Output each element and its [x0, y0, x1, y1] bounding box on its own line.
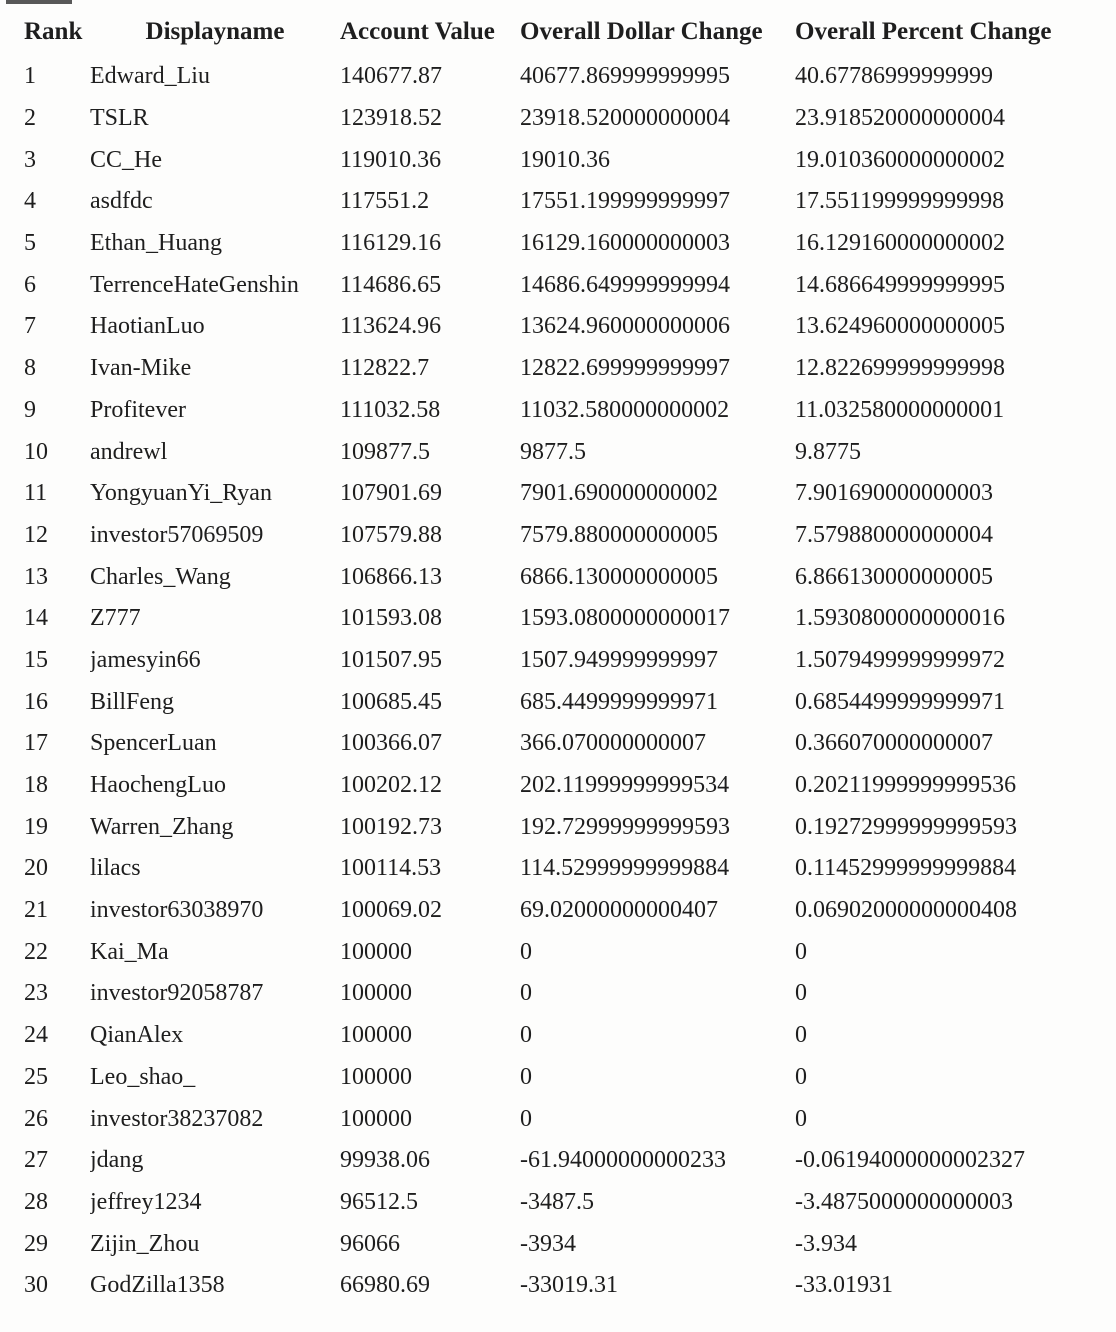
- rank-cell: 7: [24, 313, 36, 340]
- table-row: [24, 1265, 1104, 1307]
- percent-change-cell: 40.67786999999999: [795, 63, 993, 90]
- table-row: [24, 1015, 1104, 1057]
- rank-cell: 30: [24, 1272, 48, 1299]
- table-row: [24, 598, 1104, 640]
- rank-cell: 20: [24, 855, 48, 882]
- header-rank: Rank: [24, 18, 83, 45]
- percent-change-cell: 9.8775: [795, 438, 861, 465]
- dollar-change-cell: 0: [520, 980, 532, 1007]
- dollar-change-cell: 13624.960000000006: [520, 313, 730, 340]
- dollar-change-cell: 17551.199999999997: [520, 188, 730, 215]
- account-value-cell: 140677.87: [340, 63, 442, 90]
- scan-artifact: [6, 0, 72, 4]
- account-value-cell: 100000: [340, 1022, 412, 1049]
- account-value-cell: 101593.08: [340, 605, 442, 632]
- table-header: [24, 10, 1104, 56]
- account-value-cell: 117551.2: [340, 188, 430, 215]
- account-value-cell: 66980.69: [340, 1272, 430, 1299]
- dollar-change-cell: -61.94000000000233: [520, 1147, 726, 1174]
- displayname-cell: Kai_Ma: [90, 938, 169, 965]
- header-displayname: Displayname: [145, 18, 285, 45]
- rank-cell: 12: [24, 521, 48, 548]
- dollar-change-cell: -3487.5: [520, 1188, 594, 1215]
- account-value-cell: 100000: [340, 980, 412, 1007]
- rank-cell: 17: [24, 730, 48, 757]
- account-value-cell: 109877.5: [340, 438, 430, 465]
- displayname-cell: investor92058787: [90, 980, 264, 1007]
- displayname-cell: Profitever: [90, 396, 186, 423]
- percent-change-cell: 0.19272999999999593: [795, 813, 1017, 840]
- rank-cell: 26: [24, 1105, 48, 1132]
- rank-cell: 22: [24, 938, 48, 965]
- percent-change-cell: 11.032580000000001: [795, 396, 1005, 423]
- dollar-change-cell: 114.52999999999884: [520, 855, 730, 882]
- displayname-cell: CC_He: [90, 146, 162, 173]
- rank-cell: 19: [24, 813, 48, 840]
- dollar-change-cell: 19010.36: [520, 146, 610, 173]
- account-value-cell: 99938.06: [340, 1147, 430, 1174]
- rank-cell: 23: [24, 980, 48, 1007]
- displayname-cell: QianAlex: [90, 1022, 184, 1049]
- rank-cell: 4: [24, 188, 36, 215]
- rank-cell: 13: [24, 563, 48, 590]
- table-row: [24, 139, 1104, 181]
- account-value-cell: 116129.16: [340, 230, 442, 257]
- displayname-cell: andrewl: [90, 438, 168, 465]
- table-row: [24, 306, 1104, 348]
- dollar-change-cell: 685.4499999999971: [520, 688, 718, 715]
- percent-change-cell: 1.5930800000000016: [795, 605, 1005, 632]
- account-value-cell: 100192.73: [340, 813, 442, 840]
- percent-change-cell: 0.366070000000007: [795, 730, 993, 757]
- displayname-cell: HaochengLuo: [90, 772, 226, 799]
- displayname-cell: TSLR: [90, 105, 149, 132]
- dollar-change-cell: 40677.869999999995: [520, 63, 730, 90]
- displayname-cell: Zijin_Zhou: [90, 1230, 200, 1257]
- table-row: [24, 348, 1104, 390]
- percent-change-cell: -0.06194000000002327: [795, 1147, 1025, 1174]
- percent-change-cell: 6.866130000000005: [795, 563, 993, 590]
- table-row: [24, 181, 1104, 223]
- rank-cell: 25: [24, 1063, 48, 1090]
- table-row: [24, 1223, 1104, 1265]
- header-percent-change: Overall Percent Change: [795, 18, 1052, 45]
- table-row: [24, 723, 1104, 765]
- dollar-change-cell: 0: [520, 938, 532, 965]
- table-row: [24, 973, 1104, 1015]
- dollar-change-cell: 202.11999999999534: [520, 772, 730, 799]
- dollar-change-cell: 11032.580000000002: [520, 396, 730, 423]
- dollar-change-cell: 1507.949999999997: [520, 646, 718, 673]
- account-value-cell: 96066: [340, 1230, 400, 1257]
- rank-cell: 15: [24, 646, 48, 673]
- rank-cell: 5: [24, 230, 36, 257]
- percent-change-cell: 0: [795, 980, 807, 1007]
- displayname-cell: Edward_Liu: [90, 63, 210, 90]
- table-row: [24, 473, 1104, 515]
- dollar-change-cell: 9877.5: [520, 438, 586, 465]
- account-value-cell: 111032.58: [340, 396, 441, 423]
- rank-cell: 1: [24, 63, 36, 90]
- rank-cell: 2: [24, 105, 36, 132]
- rank-cell: 3: [24, 146, 36, 173]
- displayname-cell: investor57069509: [90, 521, 264, 548]
- displayname-cell: YongyuanYi_Ryan: [90, 480, 272, 507]
- header-row: [24, 10, 1104, 56]
- percent-change-cell: 0: [795, 1105, 807, 1132]
- percent-change-cell: 12.822699999999998: [795, 355, 1005, 382]
- percent-change-cell: 0: [795, 938, 807, 965]
- account-value-cell: 100685.45: [340, 688, 442, 715]
- table-row: [24, 890, 1104, 932]
- account-value-cell: 113624.96: [340, 313, 442, 340]
- percent-change-cell: 0.6854499999999971: [795, 688, 1005, 715]
- dollar-change-cell: 69.02000000000407: [520, 897, 718, 924]
- rank-cell: 11: [24, 480, 48, 507]
- table-row: [24, 1098, 1104, 1140]
- dollar-change-cell: 16129.160000000003: [520, 230, 730, 257]
- rank-cell: 10: [24, 438, 48, 465]
- displayname-cell: jamesyin66: [90, 646, 201, 673]
- percent-change-cell: 19.010360000000002: [795, 146, 1005, 173]
- displayname-cell: Warren_Zhang: [90, 813, 234, 840]
- rank-cell: 24: [24, 1022, 48, 1049]
- displayname-cell: TerrenceHateGenshin: [90, 271, 299, 298]
- account-value-cell: 100366.07: [340, 730, 442, 757]
- account-value-cell: 123918.52: [340, 105, 442, 132]
- displayname-cell: SpencerLuan: [90, 730, 217, 757]
- dollar-change-cell: -3934: [520, 1230, 576, 1257]
- percent-change-cell: 23.918520000000004: [795, 105, 1005, 132]
- dollar-change-cell: 12822.699999999997: [520, 355, 730, 382]
- dollar-change-cell: 0: [520, 1022, 532, 1049]
- rank-cell: 9: [24, 396, 36, 423]
- percent-change-cell: 0: [795, 1022, 807, 1049]
- dollar-change-cell: 7579.880000000005: [520, 521, 718, 548]
- percent-change-cell: -33.01931: [795, 1272, 893, 1299]
- table-row: [24, 264, 1104, 306]
- header-account-value: Account Value: [340, 18, 495, 45]
- account-value-cell: 119010.36: [340, 146, 442, 173]
- table-row: [24, 848, 1104, 890]
- account-value-cell: 114686.65: [340, 271, 442, 298]
- account-value-cell: 100114.53: [340, 855, 442, 882]
- table-row: [24, 931, 1104, 973]
- displayname-cell: GodZilla1358: [90, 1272, 225, 1299]
- percent-change-cell: -3.934: [795, 1230, 857, 1257]
- account-value-cell: 96512.5: [340, 1188, 418, 1215]
- account-value-cell: 107901.69: [340, 480, 442, 507]
- dollar-change-cell: 0: [520, 1063, 532, 1090]
- rank-cell: 16: [24, 688, 48, 715]
- percent-change-cell: 17.551199999999998: [795, 188, 1005, 215]
- header-dollar-change: Overall Dollar Change: [520, 18, 763, 45]
- displayname-cell: Leo_shao_: [90, 1063, 196, 1090]
- dollar-change-cell: 7901.690000000002: [520, 480, 718, 507]
- table-row: [24, 1140, 1104, 1182]
- rank-cell: 8: [24, 355, 36, 382]
- table-row: [24, 390, 1104, 432]
- displayname-cell: Charles_Wang: [90, 563, 231, 590]
- account-value-cell: 100069.02: [340, 897, 442, 924]
- displayname-cell: jeffrey1234: [90, 1188, 202, 1215]
- dollar-change-cell: 0: [520, 1105, 532, 1132]
- percent-change-cell: 13.624960000000005: [795, 313, 1005, 340]
- dollar-change-cell: 6866.130000000005: [520, 563, 718, 590]
- percent-change-cell: 16.129160000000002: [795, 230, 1005, 257]
- leaderboard-table: [24, 10, 1104, 1307]
- rank-cell: 28: [24, 1188, 48, 1215]
- table-body: [24, 56, 1104, 1307]
- displayname-cell: HaotianLuo: [90, 313, 205, 340]
- percent-change-cell: 0: [795, 1063, 807, 1090]
- percent-change-cell: 1.5079499999999972: [795, 646, 1005, 673]
- account-value-cell: 100000: [340, 1105, 412, 1132]
- table-row: [24, 681, 1104, 723]
- displayname-cell: BillFeng: [90, 688, 175, 715]
- dollar-change-cell: 366.070000000007: [520, 730, 706, 757]
- percent-change-cell: 0.06902000000000408: [795, 897, 1017, 924]
- table-row: [24, 98, 1104, 140]
- rank-cell: 6: [24, 271, 36, 298]
- percent-change-cell: -3.4875000000000003: [795, 1188, 1013, 1215]
- dollar-change-cell: 192.72999999999593: [520, 813, 730, 840]
- account-value-cell: 100000: [340, 938, 412, 965]
- table-row: [24, 515, 1104, 557]
- table-row: [24, 806, 1104, 848]
- displayname-cell: Ivan-Mike: [90, 355, 192, 382]
- table-row: [24, 431, 1104, 473]
- account-value-cell: 112822.7: [340, 355, 430, 382]
- displayname-cell: Ethan_Huang: [90, 230, 222, 257]
- account-value-cell: 106866.13: [340, 563, 442, 590]
- rank-cell: 21: [24, 897, 48, 924]
- account-value-cell: 101507.95: [340, 646, 442, 673]
- table-row: [24, 1057, 1104, 1099]
- table-row: [24, 640, 1104, 682]
- table-row: [24, 56, 1104, 98]
- table-row: [24, 223, 1104, 265]
- percent-change-cell: 7.579880000000004: [795, 521, 993, 548]
- displayname-cell: lilacs: [90, 855, 141, 882]
- percent-change-cell: 0.11452999999999884: [795, 855, 1017, 882]
- account-value-cell: 100000: [340, 1063, 412, 1090]
- rank-cell: 18: [24, 772, 48, 799]
- dollar-change-cell: 14686.649999999994: [520, 271, 730, 298]
- table-row: [24, 556, 1104, 598]
- displayname-cell: investor38237082: [90, 1105, 264, 1132]
- rank-cell: 14: [24, 605, 48, 632]
- rank-cell: 27: [24, 1147, 48, 1174]
- account-value-cell: 107579.88: [340, 521, 442, 548]
- displayname-cell: investor63038970: [90, 897, 264, 924]
- dollar-change-cell: 1593.0800000000017: [520, 605, 730, 632]
- table-row: [24, 765, 1104, 807]
- percent-change-cell: 7.901690000000003: [795, 480, 993, 507]
- dollar-change-cell: -33019.31: [520, 1272, 618, 1299]
- dollar-change-cell: 23918.520000000004: [520, 105, 730, 132]
- displayname-cell: Z777: [90, 605, 141, 632]
- displayname-cell: jdang: [90, 1147, 144, 1174]
- table-row: [24, 1182, 1104, 1224]
- account-value-cell: 100202.12: [340, 772, 442, 799]
- rank-cell: 29: [24, 1230, 48, 1257]
- percent-change-cell: 0.20211999999999536: [795, 772, 1017, 799]
- displayname-cell: asdfdc: [90, 188, 153, 215]
- percent-change-cell: 14.686649999999995: [795, 271, 1005, 298]
